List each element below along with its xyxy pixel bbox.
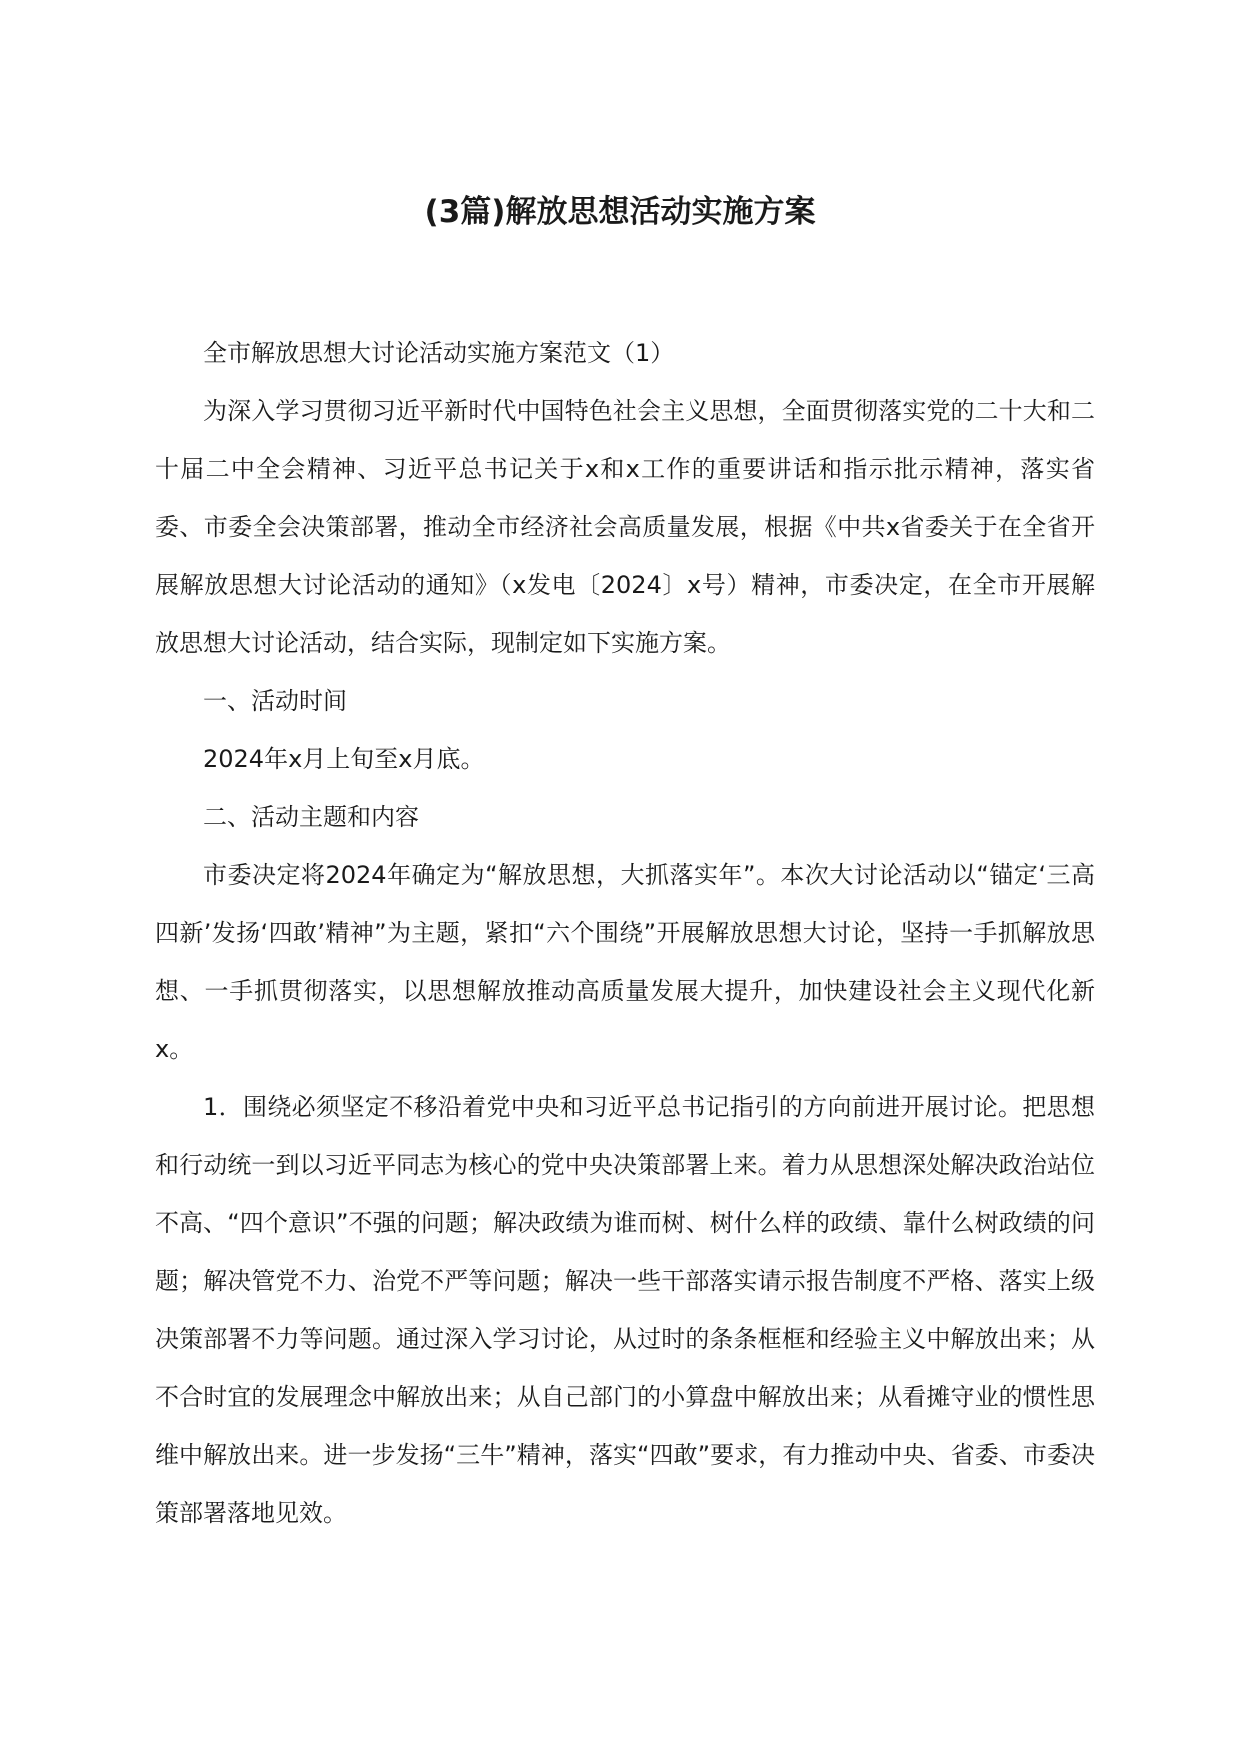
paragraph-theme: 市委决定将2024年确定为“解放思想，大抓落实年”。本次大讨论活动以“锚定‘三高四新’发扬‘四敢’精神”为主题，紧扣“六个围绕”开展解放思想大讨论，坚持一手抓解放思想、一手抓贯彻落实，以思想解放推动高质量发展大提升，加快建设社会主义现代化新x。 xyxy=(155,861,1095,1063)
paragraph-intro: 为深入学习贯彻习近平新时代中国特色社会主义思想，全面贯彻落实党的二十大和二十届二中全会精神、习近平总书记关于x和x工作的重要讲话和指示批示精神，落实省委、市委全会决策部署，推动全市经济社会高质量发展，根据《中共x省委关于在全省开展解放思想大讨论活动的通知》（x发电〔2024〕x号）精神，市委决定，在全市开展解放思想大讨论活动，结合实际，现制定如下实施方案。 xyxy=(155,397,1095,657)
document-subtitle: 全市解放思想大讨论活动实施方案范文（1） xyxy=(203,339,675,367)
paragraph-time: 2024年x月上旬至x月底。 xyxy=(203,745,485,773)
document-body xyxy=(155,324,1095,1542)
paragraph-item-1: 1．围绕必须坚定不移沿着党中央和习近平总书记指引的方向前进开展讨论。把思想和行动统一到以习近平同志为核心的党中央决策部署上来。着力从思想深处解决政治站位不高、“四个意识”不强的问题；解决政绩为谁而树、树什么样的政绩、靠什么树政绩的问题；解决管党不力、治党不严等问题；解决一些干部落实请示报告制度不严格、落实上级决策部署不力等问题。通过深入学习讨论，从过时的条条框框和经验主义中解放出来；从不合时宜的发展理念中解放出来；从自己部门的小算盘中解放出来；从看摊守业的惯性思维中解放出来。进一步发扬“三牛”精神，落实“四敢”要求，有力推动中央、省委、市委决策部署落地见效。 xyxy=(155,1093,1095,1527)
section-heading-theme: 二、活动主题和内容 xyxy=(203,803,419,831)
section-heading-time: 一、活动时间 xyxy=(203,687,347,715)
document-title: (3篇)解放思想活动实施方案 xyxy=(424,194,816,230)
